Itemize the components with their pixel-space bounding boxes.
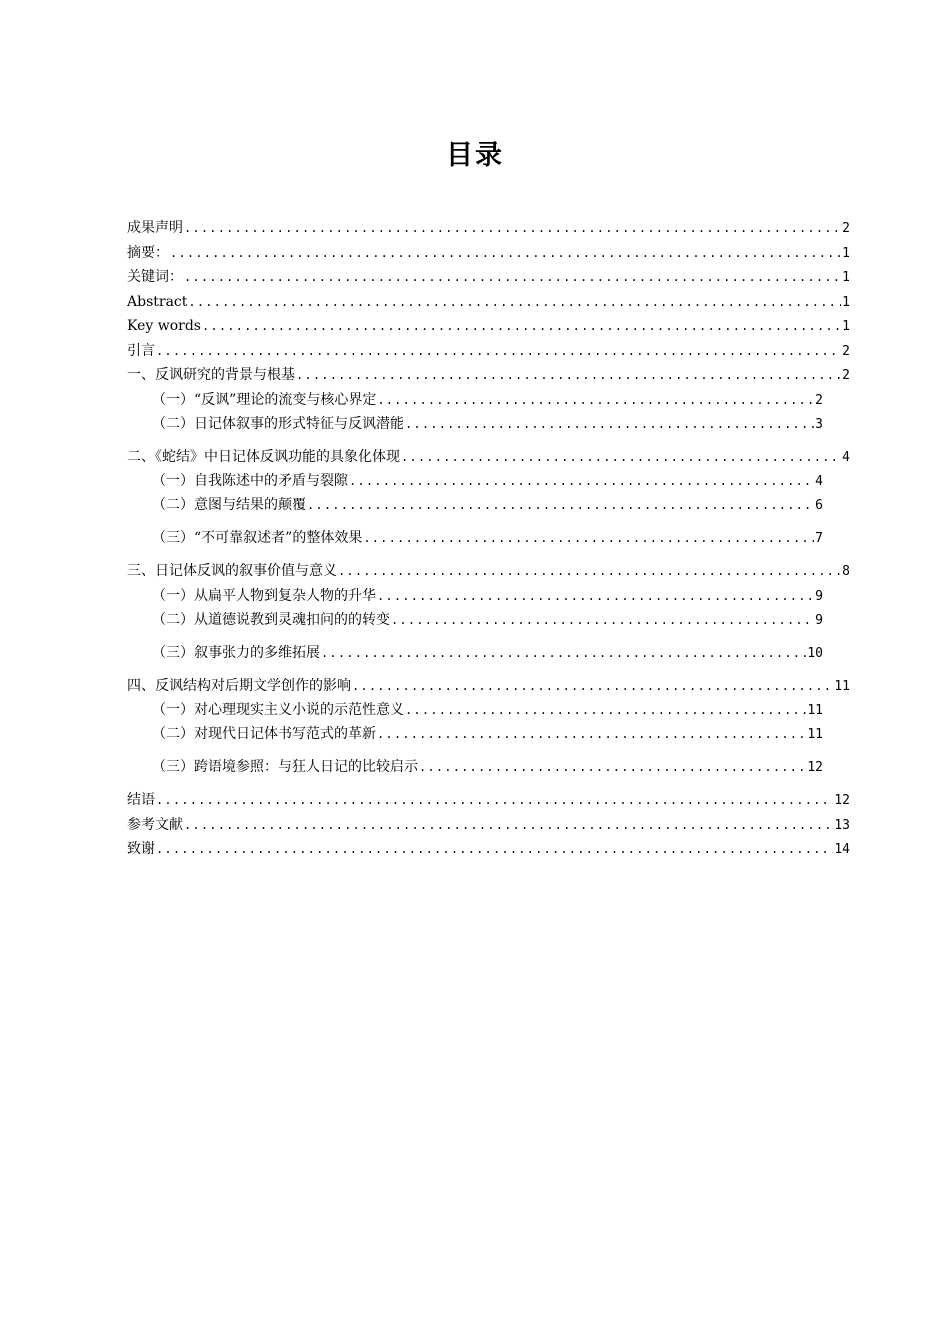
toc-entry-page-number: 11: [807, 703, 823, 718]
page-title: 目录: [446, 140, 504, 171]
toc-entry-page-number: 12: [834, 793, 850, 808]
toc-entry-page-number: 1: [842, 319, 850, 334]
toc-entry-page-number: 12: [807, 760, 823, 775]
toc-dot-leader: [349, 471, 814, 491]
toc-entry-page-number: 11: [807, 727, 823, 742]
toc-dot-leader: [405, 414, 814, 434]
toc-entry-page-number: 3: [815, 416, 823, 432]
toc-entry-page-number: 7: [815, 531, 823, 546]
toc-dot-leader: [296, 365, 841, 385]
toc-dot-leader: [202, 316, 841, 336]
toc-dot-leader: [363, 528, 814, 548]
toc-entry-label: （一）自我陈述中的矛盾与裂隙: [152, 473, 348, 489]
toc-entry[interactable]: [127, 586, 850, 610]
toc-dot-leader: [156, 839, 833, 859]
toc-entry[interactable]: [127, 561, 850, 586]
toc-dot-leader: [170, 243, 841, 263]
toc-dot-leader: [321, 643, 806, 663]
toc-entry[interactable]: [127, 243, 850, 268]
toc-entry-label: 致谢: [127, 841, 155, 857]
toc-entry-label: （一）对心理现实主义小说的示范性意义: [152, 702, 404, 718]
toc-dot-leader: [352, 676, 833, 696]
toc-entry[interactable]: [127, 218, 850, 243]
toc-entry[interactable]: [127, 757, 850, 790]
toc-entry[interactable]: [127, 643, 850, 676]
toc-entry-page-number: 6: [815, 498, 823, 513]
toc-entry[interactable]: [127, 528, 850, 561]
toc-entry-page-number: 1: [842, 270, 850, 285]
toc-entry-label: （三）跨语境参照：与狂人日记的比较启示: [152, 759, 418, 775]
toc-entry[interactable]: [127, 700, 850, 724]
toc-entry-page-number: 14: [834, 842, 850, 857]
toc-entry-label: （三）叙事张力的多维拓展: [152, 644, 320, 661]
toc-dot-leader: [184, 815, 833, 835]
table-of-contents: [127, 218, 850, 864]
toc-entry-page-number: 4: [842, 449, 850, 465]
toc-entry-label: Abstract: [127, 293, 188, 310]
toc-dot-leader: [338, 561, 841, 581]
toc-dot-leader: [307, 495, 814, 515]
toc-dot-leader: [156, 341, 841, 361]
toc-entry-page-number: 2: [815, 392, 823, 408]
toc-entry-page-number: 2: [842, 343, 850, 359]
toc-entry[interactable]: [127, 414, 850, 447]
toc-entry-label: Key words: [127, 318, 201, 334]
toc-entry-page-number: 9: [815, 588, 823, 604]
toc-entry-label: 一、反讽研究的背景与根基: [127, 367, 295, 383]
toc-dot-leader: [377, 586, 814, 606]
toc-entry[interactable]: [127, 390, 850, 414]
toc-entry-label: 四、反讽结构对后期文学创作的影响: [127, 677, 351, 694]
toc-entry[interactable]: [127, 839, 850, 864]
toc-dot-leader: [184, 218, 841, 238]
toc-dot-leader: [401, 447, 841, 467]
toc-entry-label: （二）日记体叙事的形式特征与反讽潜能: [152, 415, 404, 432]
toc-dot-leader: [405, 700, 806, 720]
toc-dot-leader: [184, 267, 841, 287]
toc-entry-page-number: 9: [815, 612, 823, 628]
toc-entry-label: （三）“不可靠叙述者”的整体效果: [152, 530, 363, 546]
toc-entry-page-number: 2: [842, 221, 850, 236]
toc-entry-page-number: 10: [807, 645, 823, 661]
toc-entry-label: 二、《蛇结》中日记体反讽功能的具象化体现: [127, 448, 400, 465]
toc-entry[interactable]: [127, 610, 850, 643]
toc-entry-label: 参考文献: [127, 816, 183, 833]
toc-dot-leader: [391, 610, 814, 630]
toc-entry-page-number: 13: [834, 817, 850, 833]
toc-entry-label: 三、日记体反讽的叙事价值与意义: [127, 563, 337, 579]
toc-entry-label: 摘要：: [127, 244, 169, 261]
toc-entry[interactable]: [127, 471, 850, 495]
toc-entry[interactable]: [127, 365, 850, 390]
toc-entry[interactable]: [127, 676, 850, 701]
toc-entry-page-number: 2: [842, 368, 850, 383]
toc-entry-label: （一）从扁平人物到复杂人物的升华: [152, 587, 376, 604]
toc-entry[interactable]: [127, 267, 850, 292]
toc-dot-leader: [377, 724, 806, 744]
toc-entry-label: 关键词：: [127, 269, 183, 285]
toc-entry[interactable]: [127, 316, 850, 341]
toc-entry[interactable]: [127, 447, 850, 472]
toc-entry[interactable]: [127, 292, 850, 317]
toc-entry[interactable]: [127, 790, 850, 815]
toc-entry[interactable]: [127, 724, 850, 757]
toc-dot-leader: [377, 390, 814, 410]
toc-entry-page-number: 1: [842, 245, 850, 261]
toc-entry-label: 结语: [127, 792, 155, 808]
toc-entry[interactable]: [127, 341, 850, 366]
toc-entry-page-number: 8: [842, 564, 850, 579]
toc-entry-label: （一）“反讽”理论的流变与核心界定: [152, 391, 377, 408]
toc-entry[interactable]: [127, 815, 850, 840]
toc-entry-page-number: 1: [842, 294, 850, 310]
toc-entry-label: 成果声明: [127, 220, 183, 236]
toc-dot-leader: [419, 757, 806, 777]
toc-entry-page-number: 11: [834, 678, 850, 694]
toc-dot-leader: [156, 790, 833, 810]
toc-entry-label: （二）从道德说教到灵魂扣问的的转变: [152, 611, 390, 628]
toc-dot-leader: [188, 292, 841, 312]
toc-entry[interactable]: [127, 495, 850, 528]
toc-entry-label: （二）对现代日记体书写范式的革新: [152, 726, 376, 742]
toc-entry-page-number: 4: [815, 474, 823, 489]
toc-entry-label: （二）意图与结果的颠覆: [152, 497, 306, 513]
toc-entry-label: 引言: [127, 342, 155, 359]
